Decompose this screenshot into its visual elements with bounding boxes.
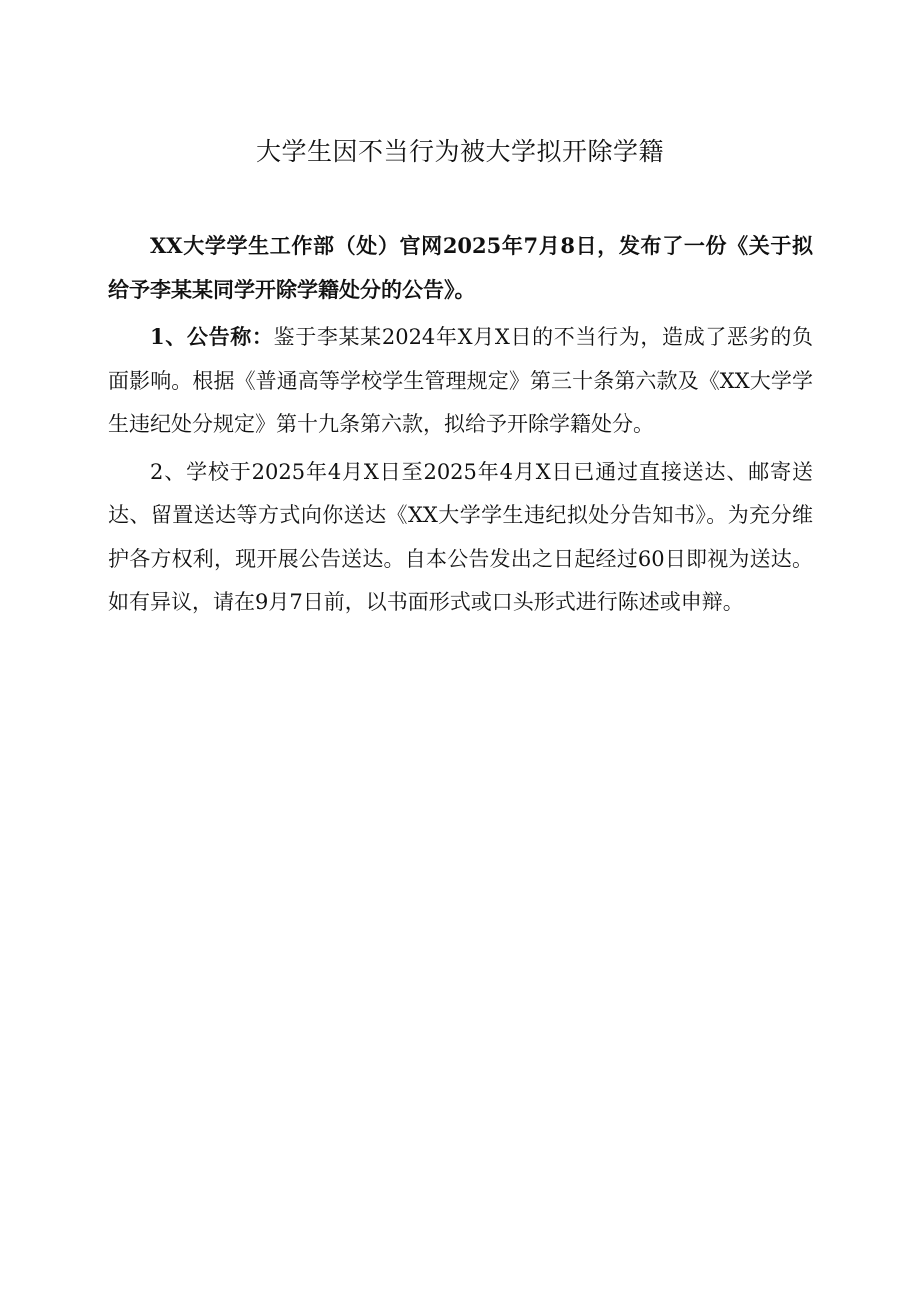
item-2-paragraph: 2、学校于2025年4月X日至2025年4月X日已通过直接送达、邮寄送达、留置送达等方式向你送达《XX大学学生违纪拟处分告知书》。为充分维护各方权利，现开展公告送达。自本公告发出之日起经过60日即视为送达。如有异议，请在9月7日前，以书面形式或口头形式进行陈述或申辩。 [108, 459, 813, 614]
item-1-lead: 1、公告称： [150, 324, 274, 349]
intro-paragraph: XX大学学生工作部（处）官网2025年7月8日，发布了一份《关于拟给予李某某同学开除学籍处分的公告》。 [108, 233, 813, 302]
item-1-text: 鉴于李某某2024年X月X日的不当行为，造成了恶劣的负面影响。根据《普通高等学校学生管理规定》第三十条第六款及《XX大学学生违纪处分规定》第十九条第六款，拟给予开除学籍处分。 [108, 325, 813, 436]
item-1-paragraph [108, 315, 813, 447]
document-title: 大学生因不当行为被大学拟开除学籍 [255, 137, 664, 166]
document-body [108, 224, 813, 629]
